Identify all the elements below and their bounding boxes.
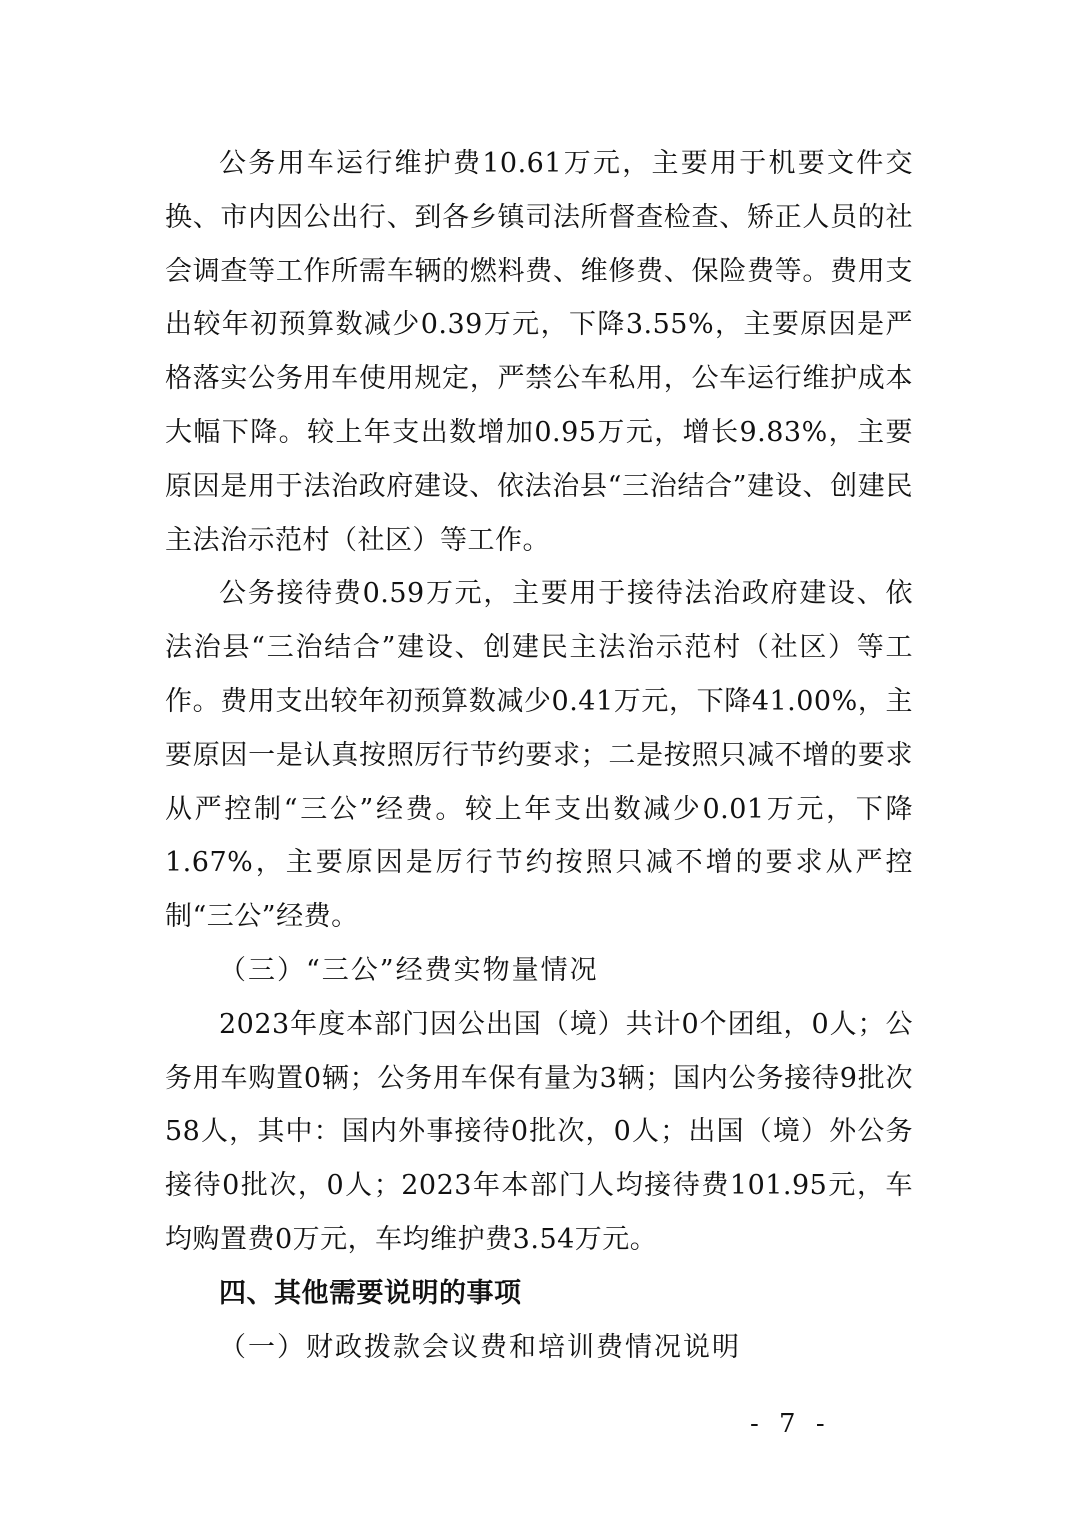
- section-heading-other-matters: 四、其他需要说明的事项: [219, 1277, 522, 1309]
- section-heading-physical-quantity: （三）“三公”经费实物量情况: [219, 954, 599, 986]
- document-body: [165, 137, 913, 1374]
- paragraph-official-reception: 公务接待费0.59万元，主要用于接待法治政府建设、依法治县“三治结合”建设、创建民主法治示范村（社区）等工作。费用支出较年初预算数减少0.41万元，下降41.00%，主要原因一是认真按照厉行节约要求；二是按照只减不增的要求从严控制“三公”经费。较上年支出数减少0.01万元，下降1.67%，主要原因是厉行节约按照只减不增的要求从严控制“三公”经费。: [165, 578, 913, 933]
- subsection-heading-meeting-training: （一）财政拨款会议费和培训费情况说明: [219, 1331, 741, 1363]
- page-number: - 7 -: [750, 1409, 831, 1439]
- paragraph-physical-quantity: 2023年度本部门因公出国（境）共计0个团组，0人；公务用车购置0辆；公务用车保有量为3辆；国内公务接待9批次58人，其中：国内外事接待0批次，0人；出国（境）外公务接待0批次，0人；2023年本部门人均接待费101.95元，车均购置费0万元，车均维护费3.54万元。: [165, 1008, 913, 1255]
- paragraph-vehicle-maintenance: 公务用车运行维护费10.61万元，主要用于机要文件交换、市内因公出行、到各乡镇司法所督查检查、矫正人员的社会调查等工作所需车辆的燃料费、维修费、保险费等。费用支出较年初预算数减少0.39万元，下降3.55%，主要原因是严格落实公务用车使用规定，严禁公车私用，公车运行维护成本大幅下降。较上年支出数增加0.95万元，增长9.83%，主要原因是用于法治政府建设、依法治县“三治结合”建设、创建民主法治示范村（社区）等工作。: [165, 148, 913, 556]
